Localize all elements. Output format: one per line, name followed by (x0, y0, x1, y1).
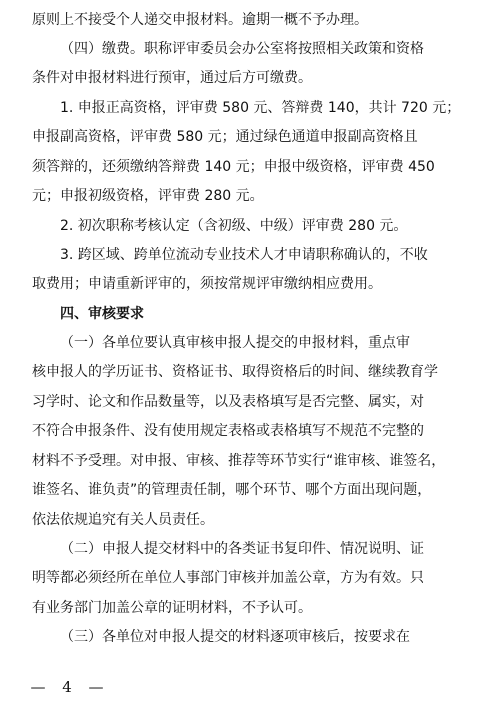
review-item-2: （二）申报人提交材料中的各类证书复印件、情况说明、证 (60, 541, 424, 557)
text-line: 核申报人的学历证书、资格证书、取得资格后的时间、继续教育学 (32, 364, 438, 380)
review-item-1: （一）各单位要认真审核申报人提交的申报材料，重点审 (60, 335, 410, 351)
text-line: 材料不予受理。对申报、审核、推荐等环节实行“谁审核、谁签名， (32, 453, 446, 469)
fee-item-3: 3. 跨区域、跨单位流动专业技术人才申请职称确认的，不收 (60, 247, 428, 263)
section-heading: 四、审核要求 (60, 306, 144, 322)
text-line: 条件对申报材料进行预审，通过后方可缴费。 (32, 70, 312, 86)
review-item-3: （三）各单位对申报人提交的材料逐项审核后，按要求在 (60, 629, 410, 645)
text-line: 不符合申报条件、没有使用规定表格或表格填写不规范不完整的 (32, 423, 424, 439)
text-line: 申报副高资格，评审费 580 元；通过绿色通道申报副高资格且 (32, 129, 418, 145)
text-line: 须答辩的，还须缴纳答辩费 140 元；申报中级资格，评审费 450 (32, 159, 435, 175)
paragraph-fees-start: （四）缴费。职称评审委员会办公室将按照相关政策和资格 (60, 41, 424, 57)
text-line: 元；申报初级资格，评审费 280 元。 (32, 188, 264, 204)
text-line: 有业务部门加盖公章的证明材料，不予认可。 (32, 600, 312, 616)
page-number: — 4 — (30, 678, 110, 696)
fee-item-2: 2. 初次职称考核认定（含初级、中级）评审费 280 元。 (60, 218, 408, 234)
text-line: 谁签名、谁负责”的管理责任制，哪个环节、哪个方面出现问题， (32, 482, 432, 498)
text-line: 明等都必须经所在单位人事部门审核并加盖公章，方为有效。只 (32, 570, 424, 586)
text-line: 取费用；申请重新评审的，须按常规评审缴纳相应费用。 (32, 276, 382, 292)
text-line: 习学时、论文和作品数量等，以及表格填写是否完整、属实，对 (32, 394, 424, 410)
fee-item-1: 1. 申报正高资格，评审费 580 元、答辩费 140，共计 720 元； (60, 100, 461, 116)
text-line: 原则上不接受个人递交申报材料。逾期一概不予办理。 (32, 12, 368, 28)
text-line: 依法依规追究有关人员责任。 (32, 512, 214, 528)
